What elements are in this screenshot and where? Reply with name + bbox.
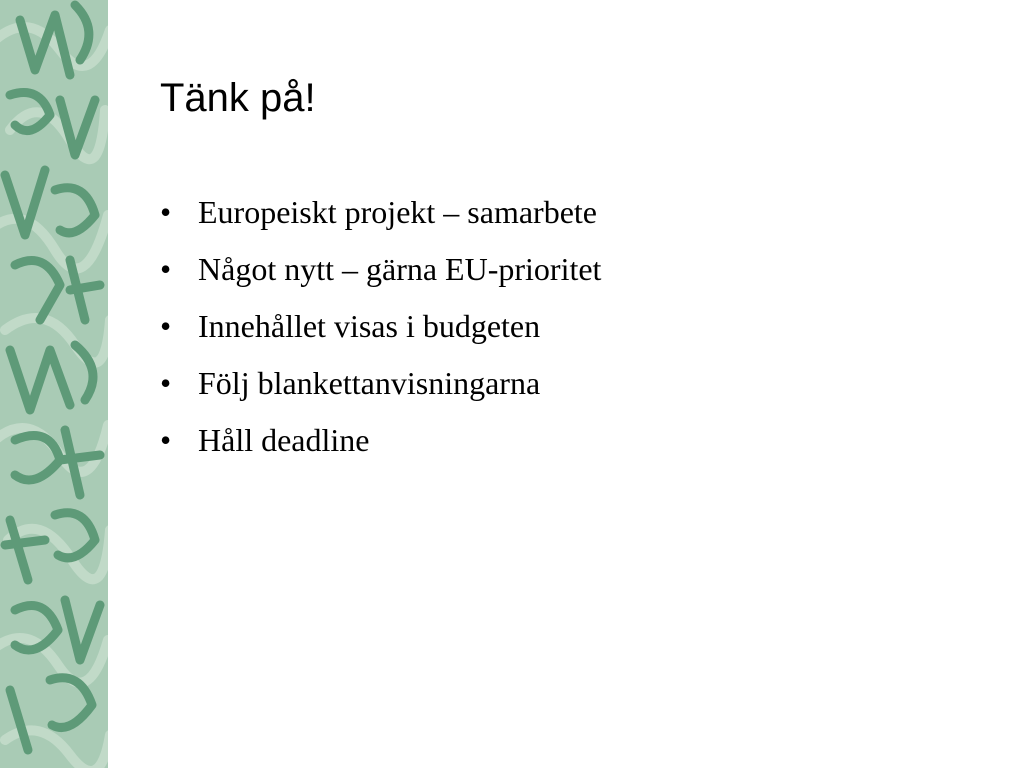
list-item <box>160 245 601 302</box>
list-item <box>160 416 601 473</box>
bullet-text: Håll deadline <box>198 422 370 458</box>
list-item <box>160 188 601 245</box>
bullet-dot: • <box>160 422 172 458</box>
bullet-dot: • <box>160 308 172 344</box>
list-item <box>160 302 601 359</box>
bullet-text: Europeiskt projekt – samarbete <box>198 194 597 230</box>
calligraphy-pattern <box>0 0 108 768</box>
bullet-text: Innehållet visas i budgeten <box>198 308 541 344</box>
bullet-text: Följ blankettanvisningarna <box>198 365 541 401</box>
calligraphy-side-band <box>0 0 108 768</box>
list-item <box>160 359 601 416</box>
slide-title: Tänk på! <box>160 76 316 120</box>
bullet-text: Något nytt – gärna EU-prioritet <box>198 251 602 287</box>
bullet-dot: • <box>160 251 172 287</box>
bullet-list <box>160 188 601 473</box>
bullet-dot: • <box>160 365 172 401</box>
bullet-dot: • <box>160 194 172 230</box>
